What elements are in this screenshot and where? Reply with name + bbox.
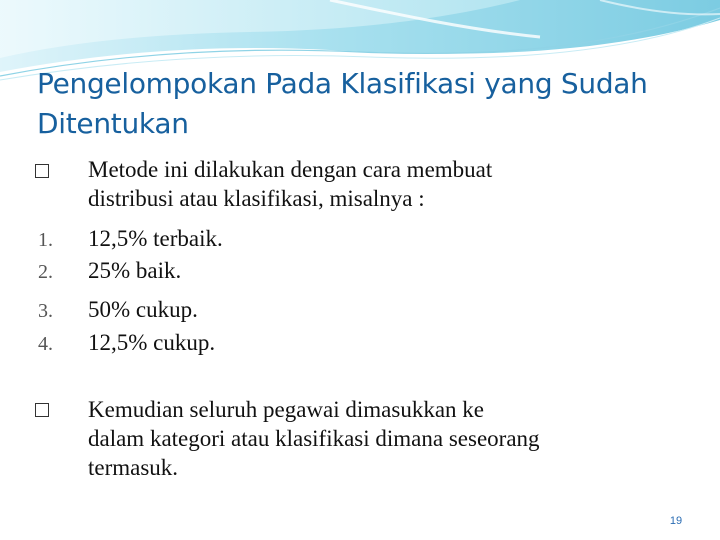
page-number: 19 xyxy=(669,515,683,527)
list-item-number: 4. xyxy=(38,333,53,355)
bullet-box-icon xyxy=(35,403,49,417)
slide-title xyxy=(37,64,697,144)
bullet-line: Metode ini dilakukan dengan cara membuat xyxy=(88,157,493,182)
bullet-line: dalam kategori atau klasifikasi dimana seseorang xyxy=(88,426,540,451)
list-item-text: 12,5% terbaik. xyxy=(88,226,223,251)
bullet-line: distribusi atau klasifikasi, misalnya : xyxy=(88,186,425,211)
slide-title-line: Ditentukan xyxy=(37,107,189,140)
bullet-line: termasuk. xyxy=(88,455,179,480)
list-item-number: 3. xyxy=(38,300,53,322)
list-item-number: 2. xyxy=(38,261,53,283)
bullet-2-text xyxy=(88,395,688,482)
list-item-text: 12,5% cukup. xyxy=(88,330,216,355)
bullet-line: Kemudian seluruh pegawai dimasukkan ke xyxy=(88,397,484,422)
list-item-number: 1. xyxy=(38,229,53,251)
bullet-1-text xyxy=(88,155,688,213)
bullet-box-icon xyxy=(35,164,49,178)
list-item-text: 25% baik. xyxy=(88,258,182,283)
list-item-text: 50% cukup. xyxy=(88,297,198,322)
slide-title-line: Pengelompokan Pada Klasifikasi yang Sudah xyxy=(37,67,648,100)
